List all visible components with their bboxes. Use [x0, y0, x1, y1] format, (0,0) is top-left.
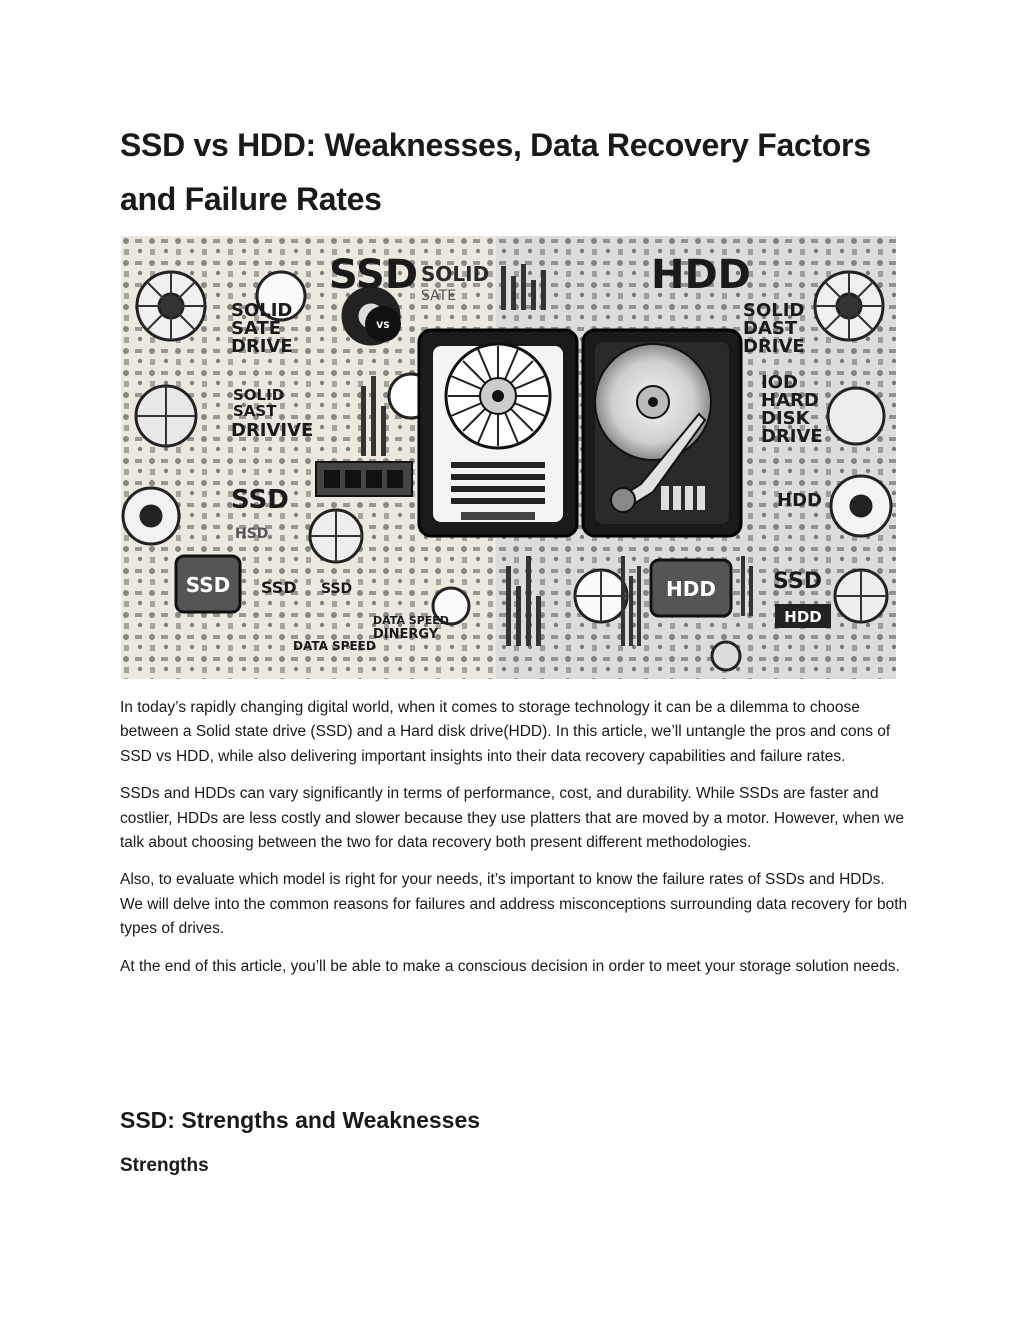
hsd-label: HSD — [235, 526, 269, 542]
iod-hard-disk-drive-line3: DISK — [761, 408, 810, 429]
intro-paragraph-3: Also, to evaluate which model is right for your needs, it’s important to know the failure rates of SSDs and HDDs. We will delve into the common reasons for failures and address misconceptions surrounding data recovery for both types of drives. — [120, 871, 908, 938]
article-title: SSD vs HDD: Weaknesses, Data Recovery Factors and Failure Rates — [120, 127, 871, 217]
iod-hard-disk-drive-line4: DRIVE — [761, 426, 823, 447]
solid-sast-drive-line3: DRIVIVE — [231, 420, 314, 441]
solid-dast-drive-line3: DRIVE — [743, 336, 805, 357]
solid-dast-drive-line2: DAST — [743, 318, 798, 339]
solid-label: SOLID — [421, 262, 490, 286]
ssd-right-label: SSD — [773, 569, 822, 594]
ssd-chip-label: SSD — [185, 573, 231, 597]
data-speed-energy-line1: DATA SPEED — [373, 614, 449, 627]
ssd-small-label-2: SSD — [321, 581, 353, 597]
data-speed-label: DATA SPEED — [293, 639, 376, 653]
subsection-heading-strengths: Strengths — [120, 1155, 209, 1176]
solid-state-drive-line1: SOLID — [231, 300, 293, 321]
data-speed-energy-line2: DINERGY — [373, 627, 439, 642]
intro-paragraph-1: In today’s rapidly changing digital world, when it comes to storage technology it can be a dilemma to choose between a Solid state drive (SSD) and a Hard disk drive(HDD). In this article, we’ll untangle the pros and cons of SSD vs HDD, while also delivering important insights into their data recovery capabilities and failure rates. — [120, 699, 891, 765]
hdd-plate-label: HDD — [784, 608, 822, 626]
solid-state-drive-line2: SATE — [231, 318, 282, 339]
section-heading-ssd: SSD: Strengths and Weaknesses — [120, 1107, 481, 1133]
solid-dast-drive-line1: SOLID — [743, 300, 805, 321]
ssd-left-label: SSD — [231, 485, 289, 515]
intro-paragraph-4: At the end of this article, you’ll be able to make a conscious decision in order to meet your storage solution needs. — [120, 957, 900, 975]
hdd-heading-label: HDD — [651, 252, 751, 298]
hdd-right-label: HDD — [777, 490, 822, 511]
iod-hard-disk-drive-line1: IOD — [761, 372, 798, 393]
ssd-vs-hdd-illustration — [121, 236, 896, 679]
sate-label: SATE — [421, 288, 457, 304]
iod-hard-disk-drive-line2: HARD — [761, 390, 819, 411]
ssd-heading-label: SSD — [329, 252, 419, 298]
article-body — [120, 696, 910, 992]
hdd-chip-label: HDD — [666, 577, 716, 601]
solid-state-drive-line3: DRIVE — [231, 336, 293, 357]
solid-sast-drive-line2: SAST — [233, 402, 277, 420]
vs-label: VS — [376, 321, 390, 331]
ssd-small-label-1: SSD — [261, 578, 297, 597]
hero-illustration — [121, 236, 896, 679]
solid-sast-drive-line1: SOLID — [233, 386, 285, 404]
intro-paragraph-2: SSDs and HDDs can vary significantly in terms of performance, cost, and durability. While SSDs are faster and costlier, HDDs are less costly and slower because they use platters that are moved by a motor. However, when we talk about choosing between the two for data recovery both present different methodologies. — [120, 785, 904, 852]
